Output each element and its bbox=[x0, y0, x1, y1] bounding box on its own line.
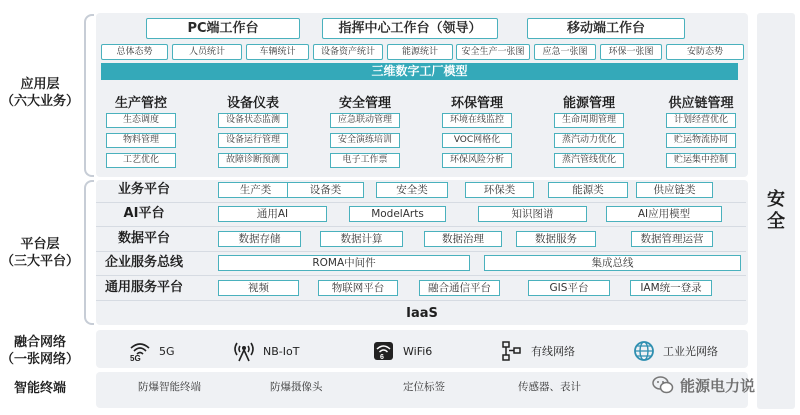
platform-item-general-service[interactable]: IAM统一登录 bbox=[630, 280, 712, 296]
wifi-5g-icon bbox=[128, 340, 152, 362]
terminal-item: 防爆摄像头 bbox=[270, 381, 323, 393]
module-title-environment: 环保管理 bbox=[450, 96, 503, 111]
tab-environment-map[interactable]: 环保一张图 bbox=[600, 44, 662, 60]
wired-network-icon bbox=[500, 340, 524, 362]
module-item-supply-chain[interactable]: 贮运物流协同 bbox=[666, 133, 736, 148]
network-wired bbox=[500, 340, 575, 362]
network-label: NB-IoT bbox=[263, 344, 300, 358]
network-wifi6 bbox=[372, 340, 432, 362]
platform-layer-label: 平台层 （三大平台） bbox=[0, 237, 79, 269]
iaas-label: IaaS bbox=[406, 306, 438, 321]
module-item-equipment[interactable]: 设备状态监测 bbox=[218, 113, 288, 128]
platform-item-data[interactable]: 数据存储 bbox=[218, 231, 301, 247]
platform-item-ai[interactable]: 通用AI bbox=[218, 206, 327, 222]
module-title-safety: 安全管理 bbox=[338, 96, 391, 111]
platform-bracket bbox=[84, 180, 94, 325]
platform-item-general-service[interactable]: 物联网平台 bbox=[318, 280, 398, 296]
wifi6-icon bbox=[372, 340, 396, 362]
module-item-environment[interactable]: VOC网格化 bbox=[442, 133, 512, 148]
module-item-equipment[interactable]: 设备运行管理 bbox=[218, 133, 288, 148]
platform-title-esb: 企业服务总线 bbox=[104, 255, 183, 270]
watermark bbox=[652, 374, 755, 396]
module-item-energy[interactable]: 蒸汽动力优化 bbox=[554, 133, 624, 148]
platform-item-business[interactable]: 设备类 bbox=[287, 182, 364, 198]
digital-factory-model-bar[interactable]: 三维数字工厂模型 bbox=[101, 63, 738, 80]
antenna-icon bbox=[232, 340, 256, 362]
application-layer-label: 应用层 （六大业务） bbox=[0, 77, 79, 109]
wechat-logo-icon bbox=[652, 375, 674, 395]
platform-title-data: 数据平台 bbox=[117, 231, 170, 246]
network-label: 5G bbox=[159, 344, 175, 358]
platform-item-esb[interactable]: 集成总线 bbox=[484, 255, 741, 271]
tab-equipment-asset-stats[interactable]: 设备资产统计 bbox=[313, 44, 383, 60]
platform-row-divider bbox=[96, 300, 746, 301]
module-item-supply-chain[interactable]: 计划经营优化 bbox=[666, 113, 736, 128]
security-label: 安全 bbox=[767, 189, 785, 232]
tab-vehicle-stats[interactable]: 车辆统计 bbox=[246, 44, 309, 60]
module-item-environment[interactable]: 环境在线监控 bbox=[442, 113, 512, 128]
svg-text:5G: 5G bbox=[130, 354, 141, 362]
platform-item-ai[interactable]: ModelArts bbox=[349, 206, 446, 222]
module-item-supply-chain[interactable]: 贮运集中控制 bbox=[666, 153, 736, 168]
platform-item-ai[interactable]: AI应用模型 bbox=[606, 206, 722, 222]
module-item-equipment[interactable]: 故障诊断预测 bbox=[218, 153, 288, 168]
module-item-production[interactable]: 工艺优化 bbox=[106, 153, 176, 168]
platform-item-general-service[interactable]: GIS平台 bbox=[528, 280, 610, 296]
platform-item-business[interactable]: 环保类 bbox=[465, 182, 534, 198]
tab-energy-stats[interactable]: 能源统计 bbox=[387, 44, 453, 60]
module-item-safety[interactable]: 电子工作票 bbox=[330, 153, 400, 168]
watermark-text: 能源电力说 bbox=[680, 376, 756, 395]
platform-item-business[interactable]: 能源类 bbox=[548, 182, 628, 198]
platform-row-divider bbox=[96, 251, 746, 252]
platform-title-business: 业务平台 bbox=[117, 182, 170, 197]
terminal-item: 传感器、表计 bbox=[518, 381, 581, 393]
workbench-mobile[interactable]: 移动端工作台 bbox=[527, 18, 685, 39]
platform-item-business[interactable]: 供应链类 bbox=[636, 182, 713, 198]
svg-text:6: 6 bbox=[380, 354, 384, 361]
network-label: WiFi6 bbox=[403, 344, 433, 358]
terminal-item: 防爆智能终端 bbox=[138, 381, 201, 393]
module-title-energy: 能源管理 bbox=[562, 96, 615, 111]
network-label: 工业光网络 bbox=[663, 345, 718, 358]
network-layer-label: 融合网络 （一张网络） bbox=[0, 335, 79, 367]
security-bar bbox=[757, 13, 795, 409]
platform-item-data[interactable]: 数据服务 bbox=[516, 231, 596, 247]
platform-item-general-service[interactable]: 融合通信平台 bbox=[419, 280, 500, 296]
module-item-energy[interactable]: 蒸汽管线优化 bbox=[554, 153, 624, 168]
module-title-production: 生产管控 bbox=[114, 96, 167, 111]
terminal-item: 定位标签 bbox=[403, 381, 445, 393]
module-item-safety[interactable]: 应急联动管理 bbox=[330, 113, 400, 128]
module-item-production[interactable]: 物料管理 bbox=[106, 133, 176, 148]
terminal-layer-label: 智能终端 bbox=[13, 381, 66, 396]
platform-title-general-service: 通用服务平台 bbox=[104, 280, 183, 295]
network-5g bbox=[128, 340, 175, 362]
platform-item-ai[interactable]: 知识图谱 bbox=[478, 206, 587, 222]
tab-security-situation[interactable]: 安防态势 bbox=[666, 44, 744, 60]
tab-overall-situation[interactable]: 总体态势 bbox=[101, 44, 168, 60]
platform-item-general-service[interactable]: 视频 bbox=[218, 280, 299, 296]
network-industrial-optical bbox=[632, 340, 718, 362]
platform-item-esb[interactable]: ROMA中间件 bbox=[218, 255, 470, 271]
tab-emergency-map[interactable]: 应急一张图 bbox=[534, 44, 596, 60]
network-nb-iot bbox=[232, 340, 299, 362]
module-item-production[interactable]: 生态调度 bbox=[106, 113, 176, 128]
platform-item-data[interactable]: 数据计算 bbox=[320, 231, 403, 247]
platform-item-data[interactable]: 数据治理 bbox=[424, 231, 502, 247]
platform-item-business[interactable]: 安全类 bbox=[376, 182, 448, 198]
platform-item-business[interactable]: 生产类 bbox=[218, 182, 293, 198]
platform-title-ai: AI平台 bbox=[123, 206, 165, 221]
module-title-equipment: 设备仪表 bbox=[226, 96, 279, 111]
module-item-environment[interactable]: 环保风险分析 bbox=[442, 153, 512, 168]
platform-row-divider bbox=[96, 226, 746, 227]
fiber-globe-icon bbox=[632, 340, 656, 362]
platform-item-data[interactable]: 数据管理运营 bbox=[631, 231, 713, 247]
platform-row-divider bbox=[96, 202, 746, 203]
workbench-pc[interactable]: PC端工作台 bbox=[146, 18, 300, 39]
tab-safety-production-map[interactable]: 安全生产一张图 bbox=[456, 44, 530, 60]
network-label: 有线网络 bbox=[531, 345, 575, 358]
module-item-energy[interactable]: 生命周期管理 bbox=[554, 113, 624, 128]
platform-row-divider bbox=[96, 275, 746, 276]
workbench-command-center[interactable]: 指挥中心工作台（领导） bbox=[322, 18, 498, 39]
module-item-safety[interactable]: 安全演练培训 bbox=[330, 133, 400, 148]
tab-personnel-stats[interactable]: 人员统计 bbox=[172, 44, 242, 60]
module-title-supply-chain: 供应链管理 bbox=[668, 96, 734, 111]
